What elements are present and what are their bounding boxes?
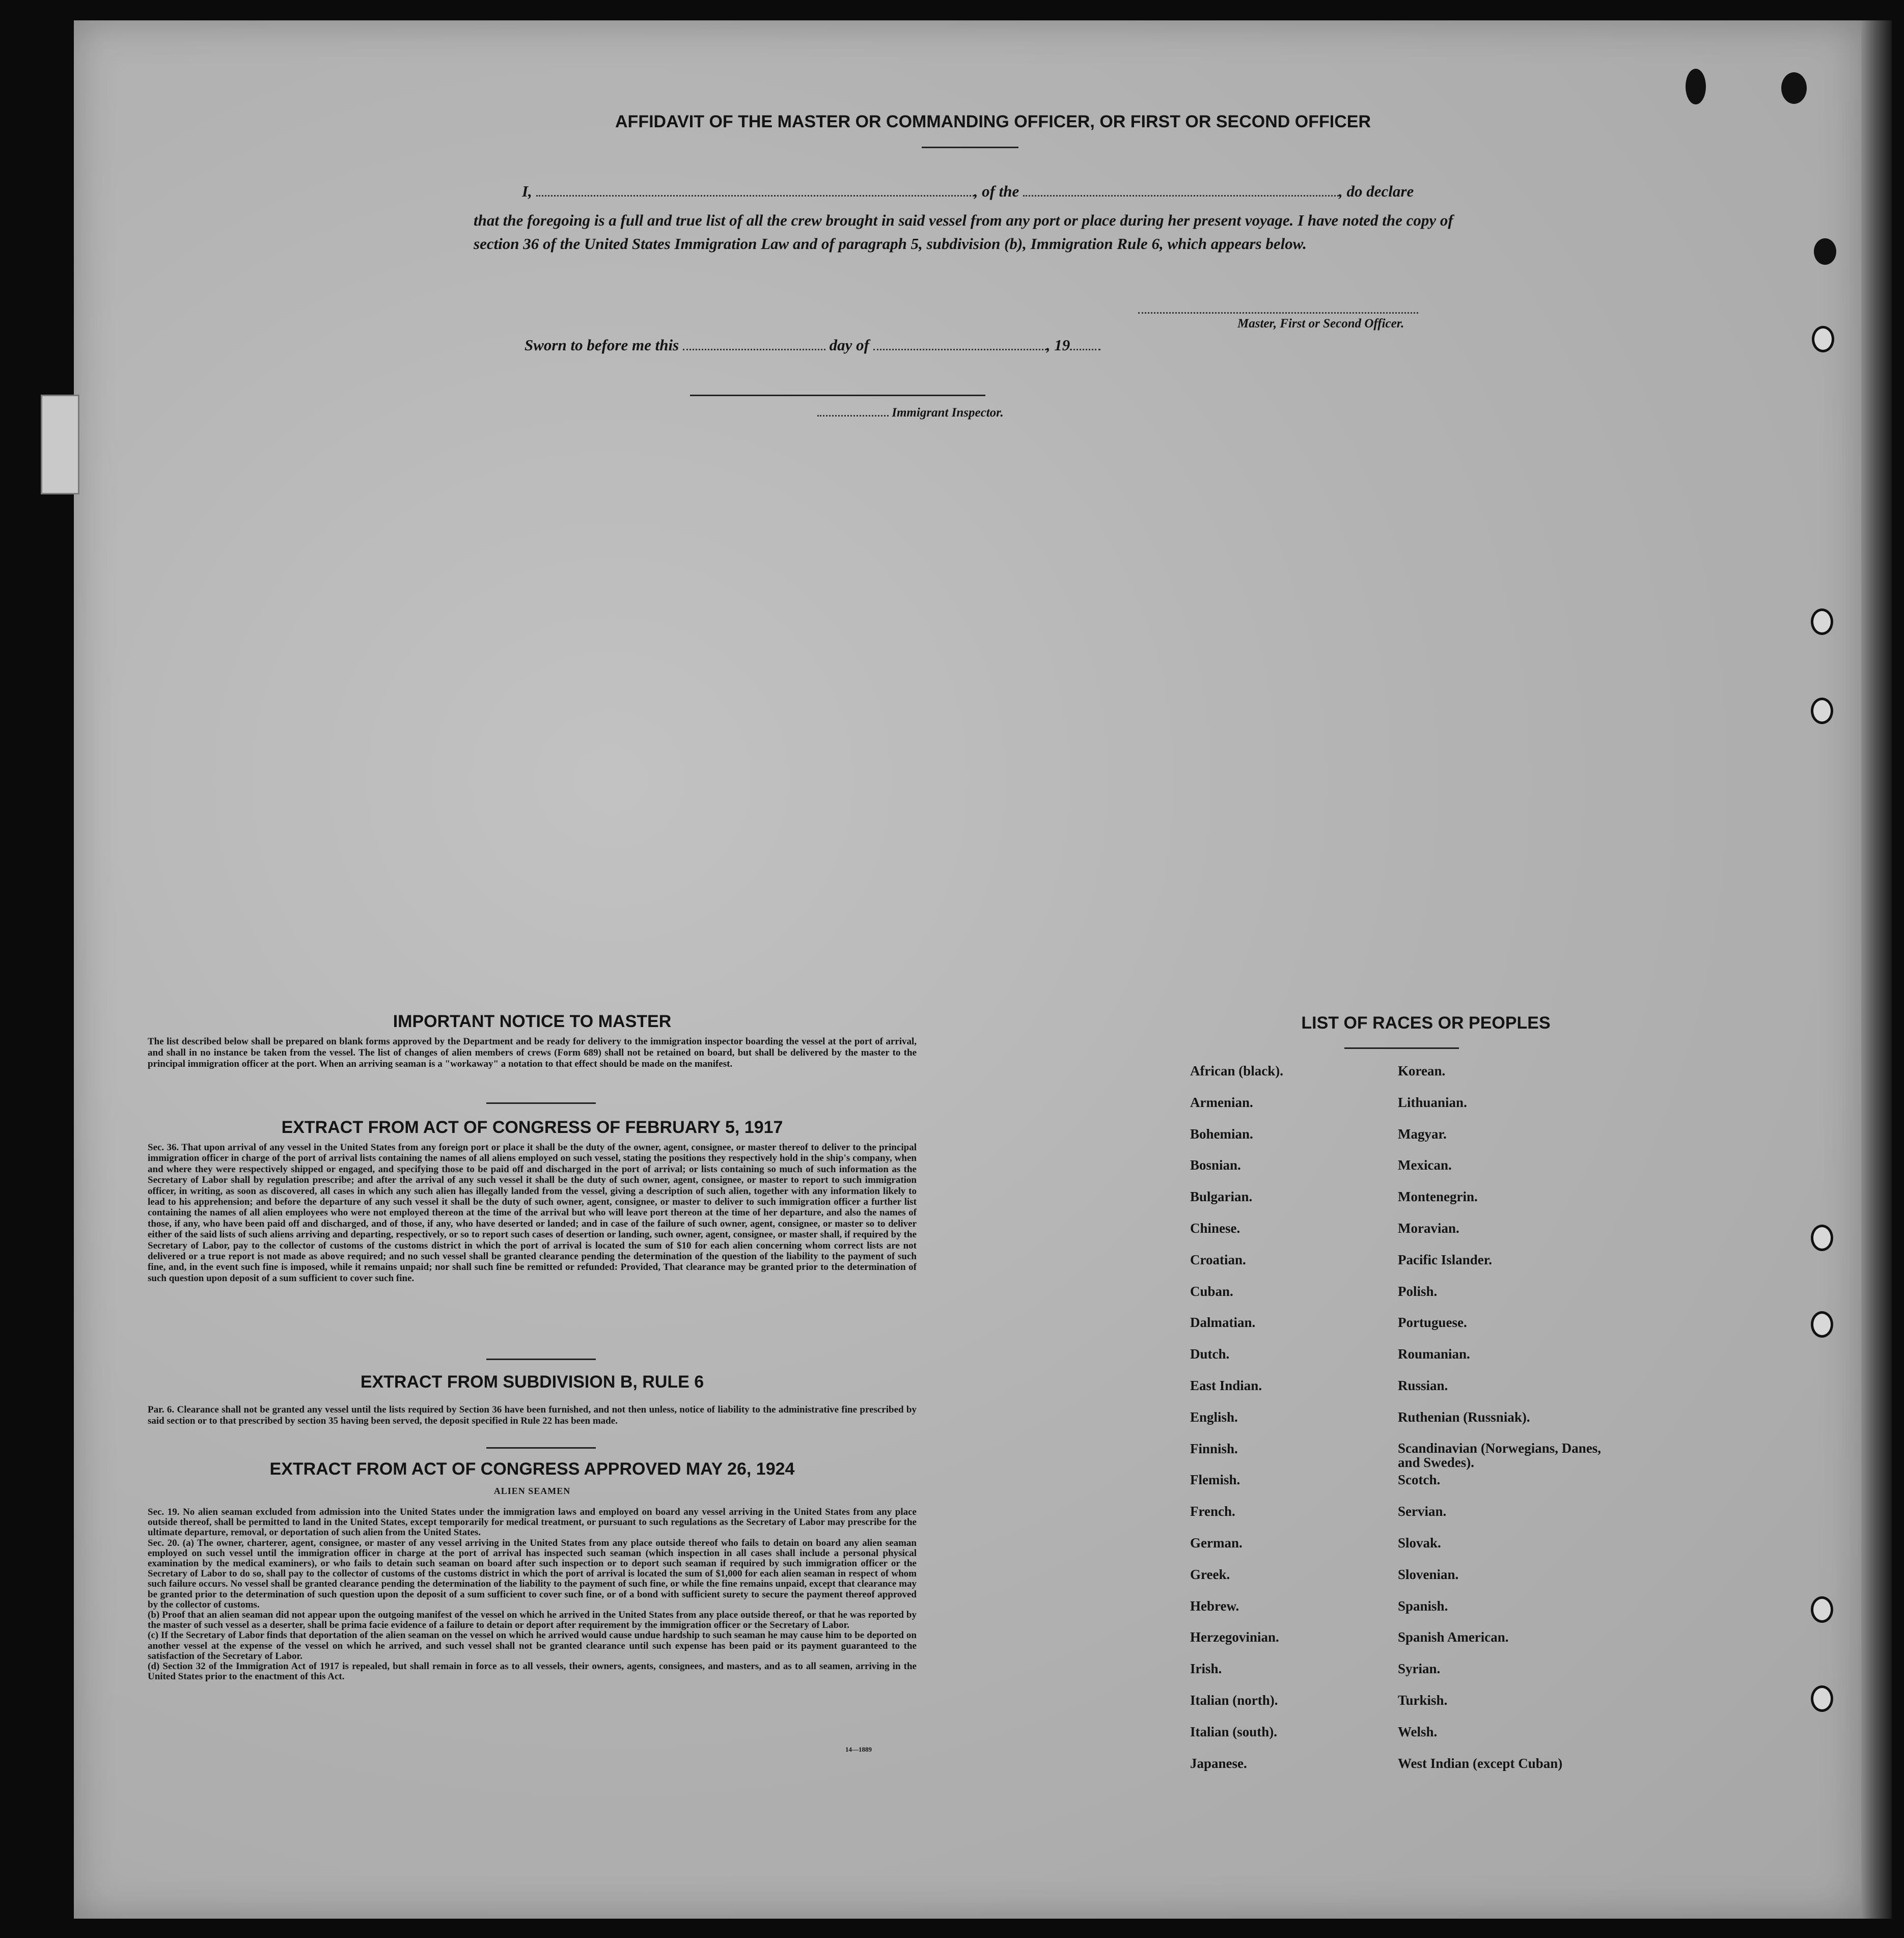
race-item: Italian (south). (1190, 1724, 1278, 1739)
race-item: Roumanian. (1398, 1346, 1470, 1362)
race-item: Herzegovinian. (1190, 1629, 1279, 1645)
race-item: Polish. (1398, 1283, 1438, 1299)
race-item: Montenegrin. (1398, 1189, 1478, 1205)
race-item: Moravian. (1398, 1220, 1459, 1236)
punch-hole (1811, 1225, 1833, 1251)
race-item: Croatian. (1190, 1252, 1246, 1267)
race-item: Greek. (1190, 1566, 1230, 1582)
sworn-line (525, 336, 1100, 354)
extract-1917-body: Sec. 36. That upon arrival of any vessel in the United States from any foreign port or place it shall be the duty of the owner, agent, consignee, or master thereof to deliver to the principal immigration officer in charge of the port of arrival lists containing the names of all aliens employed on such vessel, stating the positions they respectively hold in the ship's company, when and where they were respectively shipped or engaged, and specifying those to be paid off and discharged in the port of arrival; or lists containing so much of such information as the Secretary of Labor shall by regulation prescribe; and after the arrival of any such vessel it shall be the duty of such owner, agent, consignee, or master to report to such immigration officer, in writing, as soon as discovered, all cases in which any such alien has illegally landed from the vessel, giving a description of such alien, together with any information likely to lead to his apprehension; and before the departure of any such vessel it shall be the duty of such owner, agent, consignee, or master to deliver to such immigration officer a further list containing the names of all alien employees who were not employed thereon at the time of the arrival but who will leave port thereon at the time of her departure, and also the names of those, if any, who have been paid off and discharged, and of those, if any, who have deserted or landed; and in case of the failure of such owner, agent, consignee, or master so to deliver either of the said lists of such aliens arriving and departing, respectively, or so to report such cases of desertion or landing, such owner, agent, consignee, or master shall, if required by the Secretary of Labor, pay to the collector of customs of the customs district in which the port of arrival is located the sum of $10 for each alien concerning whom correct lists are not delivered or a true report is not made as above required; and no such vessel shall be granted clearance pending the determination of the question of the liability to the payment of such fine, and, in the event such fine is imposed, while it remains unpaid; nor shall such fine be remitted or refunded: Provided, That clearance may be granted prior to the determination of such question upon deposit of a sum sufficient to cover such fine. (148, 1142, 917, 1284)
sec-20d: (d) Section 32 of the Immigration Act of 1917 is repealed, but shall remain in force as to all vessels, their owners, agents, consignees, and masters, and as to all seamen, arriving in the United States prior to the enactment of this Act. (148, 1661, 917, 1682)
punch-hole (1686, 69, 1706, 104)
race-item: Cuban. (1190, 1283, 1233, 1299)
race-item: Scandinavian (Norwegians, Danes, and Swedes). (1398, 1440, 1602, 1470)
label-of-the: , of the (974, 182, 1019, 200)
inspector-field[interactable] (817, 415, 889, 417)
notice-title: IMPORTANT NOTICE TO MASTER (393, 1012, 672, 1031)
punch-hole (1811, 1596, 1833, 1623)
extract-1924-subtitle: ALIEN SEAMEN (493, 1486, 571, 1496)
race-item: Flemish. (1190, 1472, 1240, 1488)
sworn-month-field[interactable] (873, 349, 1046, 350)
punch-hole (1811, 698, 1833, 724)
punch-hole (1814, 238, 1836, 265)
race-item: Finnish. (1190, 1441, 1238, 1456)
rule (1344, 1047, 1459, 1049)
race-item: Dutch. (1190, 1346, 1230, 1362)
punch-hole (1812, 326, 1834, 352)
race-item: Welsh. (1398, 1724, 1438, 1739)
race-item: Lithuanian. (1398, 1094, 1467, 1110)
race-item: Pacific Islander. (1398, 1252, 1492, 1267)
races-title: LIST OF RACES OR PEOPLES (1301, 1013, 1551, 1033)
punch-hole (1811, 608, 1833, 635)
races-column-right (1398, 1063, 1612, 1787)
name-field[interactable] (536, 195, 974, 197)
sec-20b: (b) Proof that an alien seaman did not appear upon the outgoing manifest of the vessel on which he arrived in the United States from any place outside thereof, or that he was reported by the master of such vessel as a deserter, shall be prima facie evidence of a failure to detain or deport after requirement by the immigration officer or the Secretary of Labor. (148, 1610, 917, 1631)
label-day-of: day of (829, 336, 869, 354)
extract-1924-title: EXTRACT FROM ACT OF CONGRESS APPROVED MAY 26, 1924 (269, 1459, 795, 1479)
race-item: English. (1190, 1409, 1238, 1425)
paper-tab (41, 395, 79, 494)
race-item: Scotch. (1398, 1472, 1441, 1488)
race-item: Hebrew. (1190, 1598, 1239, 1614)
races-column-left (1190, 1063, 1384, 1787)
title-rule (922, 147, 1018, 148)
race-item: Korean. (1398, 1063, 1446, 1078)
page-edge-shadow (1861, 20, 1892, 1919)
race-item: Portuguese. (1398, 1315, 1467, 1331)
extract-rule6-body: Par. 6. Clearance shall not be granted any vessel until the lists required by Section 36 have been furnished, and not then unless, notice of liability to the administrative fine prescribed by said section or to that prescribed by section 35 having been served, the deposit specified in Rule 22 has been made. (148, 1404, 917, 1426)
race-item: German. (1190, 1535, 1243, 1551)
race-item: African (black). (1190, 1063, 1283, 1078)
punch-hole (1811, 1685, 1833, 1712)
label-i: I, (522, 182, 532, 200)
race-item: Bohemian. (1190, 1126, 1253, 1142)
extract-1917-title: EXTRACT FROM ACT OF CONGRESS OF FEBRUARY 5, 1917 (281, 1118, 783, 1137)
race-item: Spanish American. (1398, 1629, 1509, 1645)
punch-hole (1781, 72, 1807, 104)
sec-20c: (c) If the Secretary of Labor finds that deportation of the alien seaman on the vessel on which he arrived would cause undue hardship to such seaman he may cause him to be deported on another vessel at the expense of the vessel on which he arrived, and such vessel shall not be granted clearance until such expense has been paid or its payment guaranteed to the satisfaction of the Secretary of Labor. (148, 1630, 917, 1662)
sec-19: Sec. 19. No alien seaman excluded from admission into the United States under the immigration laws and employed on board any vessel arriving in the United States from any place outside thereof, shall be permitted to land in the United States, except temporarily for medical treatment, or pursuant to such regulations as the Secretary of Labor may prescribe for the ultimate departure, removal, or deportation of such alien from the United States. (148, 1507, 917, 1538)
race-item: French. (1190, 1504, 1235, 1519)
extract-1924-body (148, 1507, 917, 1682)
race-item: Turkish. (1398, 1692, 1448, 1708)
inspector-signature-line[interactable] (690, 395, 985, 396)
race-item: Chinese. (1190, 1220, 1240, 1236)
sec-20a: Sec. 20. (a) The owner, charterer, agent, consignee, or master of any vessel arriving in the United States from any place outside thereof who fails to detain on board any alien seaman employed on such vessel until the immigration officer in charge at the port of arrival has inspected such seaman (which inspection in all cases shall include a personal physical examination by the medical examiners), or who fails to detain such seaman on board after such inspection or to deport such seaman if required by such immigration officer or the Secretary of Labor to do so, shall pay to the collector of customs of the customs district in which the port of arrival is located the sum of $1,000 for each alien seaman in respect of whom such failure occurs. No vessel shall be granted clearance pending the determination of the liability to the payment of such fine, or while the fine remains unpaid, except that clearance may be granted prior to the determination of such question upon the deposit of a sum sufficient to cover such fine, or of a bond with sufficient surety to secure the payment thereof approved by the collector of customs. (148, 1537, 917, 1610)
notice-body: The list described below shall be prepared on blank forms approved by the Department and be ready for delivery to the immigration inspector boarding the vessel at the port of arrival, and shall in no instance be taken from the vessel. The list of changes of alien members of crews (Form 689) shall not be retained on board, but shall be delivered by the master to the principal immigration officer at the port. When an arriving seaman is a "workaway" a notation to that effect should be made on the manifest. (148, 1036, 917, 1069)
affidavit-title: AFFIDAVIT OF THE MASTER OR COMMANDING OFFICER, OR FIRST OR SECOND OFFICER (615, 112, 1371, 131)
punch-hole (1811, 1311, 1833, 1338)
declaration-line (522, 182, 1474, 201)
declaration-body: that the foregoing is a full and true list of all the crew brought in said vessel from any port or place during her present voyage. I have noted the copy of section 36 of the United States Immigration Law and of paragraph 5, subdivision (b), Immigration Rule 6, which appears below. (474, 211, 1453, 253)
race-item: Spanish. (1398, 1598, 1448, 1614)
race-item: Armenian. (1190, 1094, 1253, 1110)
race-item: Italian (north). (1190, 1692, 1278, 1708)
race-item: Ruthenian (Russniak). (1398, 1409, 1530, 1425)
race-item: Irish. (1190, 1661, 1222, 1677)
race-item: Slovak. (1398, 1535, 1441, 1551)
sworn-day-field[interactable] (683, 349, 825, 350)
race-item: Magyar. (1398, 1126, 1447, 1142)
race-item: Syrian. (1398, 1661, 1441, 1677)
race-item: East Indian. (1190, 1377, 1262, 1393)
race-item: Servian. (1398, 1504, 1447, 1519)
race-item: Japanese. (1190, 1755, 1247, 1771)
race-item: West Indian (except Cuban) (1398, 1755, 1563, 1771)
rule (486, 1447, 596, 1449)
form-number: 14—1889 (845, 1746, 872, 1753)
race-item: Mexican. (1398, 1157, 1452, 1173)
label-year: , 19 (1046, 336, 1070, 354)
extract-rule6-title: EXTRACT FROM SUBDIVISION B, RULE 6 (360, 1372, 704, 1392)
inspector-label: Immigrant Inspector. (892, 406, 1004, 420)
race-item: Dalmatian. (1190, 1315, 1256, 1331)
rule (486, 1102, 596, 1104)
vessel-field[interactable] (1023, 195, 1339, 197)
inspector-line (817, 406, 1004, 420)
race-item: Bosnian. (1190, 1157, 1241, 1173)
sworn-year-field[interactable] (1070, 349, 1100, 350)
label-sworn: Sworn to before me this (525, 336, 679, 354)
signature-label: Master, First or Second Officer. (1237, 317, 1404, 330)
rule (486, 1359, 596, 1360)
race-item: Bulgarian. (1190, 1189, 1253, 1205)
label-do-declare: , do declare (1339, 182, 1414, 200)
signature-line[interactable] (1138, 311, 1418, 314)
race-item: Slovenian. (1398, 1566, 1459, 1582)
race-item: Russian. (1398, 1377, 1448, 1393)
